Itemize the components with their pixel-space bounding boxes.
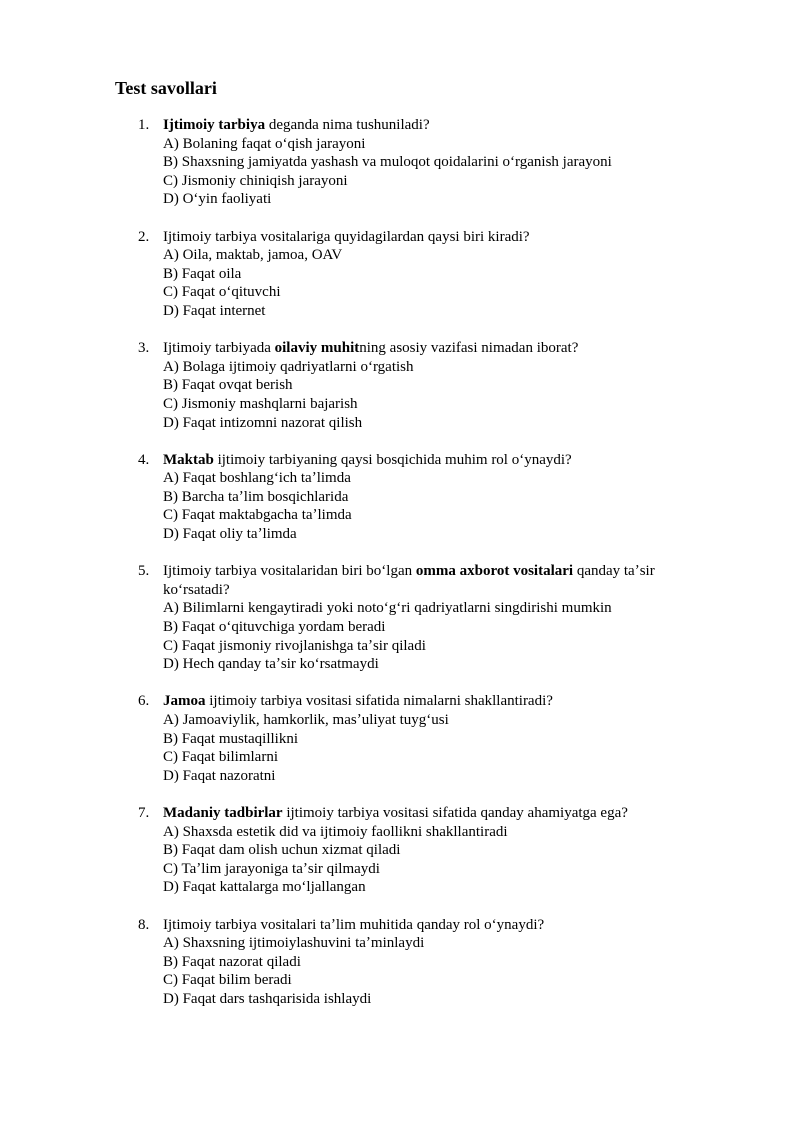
question-number: 3. xyxy=(138,340,150,357)
question-number: 2. xyxy=(138,228,150,245)
answer-option: D) Hech qanday taʼsir koʻrsatmaydi xyxy=(163,656,379,673)
answer-option: A) Oila, maktab, jamoa, OAV xyxy=(163,247,343,264)
answer-options xyxy=(163,934,700,1008)
question-item xyxy=(0,116,800,209)
answer-option: C) Faqat bilim beradi xyxy=(163,972,292,989)
answer-options xyxy=(163,358,700,432)
question-item xyxy=(0,451,800,544)
question-text-part: qanday taʼsir koʻrsatadi? xyxy=(163,563,655,598)
answer-option: D) Faqat kattalarga moʻljallangan xyxy=(163,879,366,896)
question-item xyxy=(0,804,800,897)
answer-option: B) Faqat oʻqituvchiga yordam beradi xyxy=(163,619,386,636)
question-keyword: Jamoa xyxy=(163,693,206,710)
question-keyword: oilaviy muhit xyxy=(274,340,360,357)
question-keyword: omma axborot vositalari xyxy=(415,563,574,580)
question-text-part: Ijtimoiy tarbiya vositalariga quyidagilardan qaysi biri kiradi? xyxy=(163,228,530,245)
question-list xyxy=(0,116,800,1027)
answer-option: A) Shaxsning ijtimoiylashuvini taʼminlaydi xyxy=(163,935,425,952)
question-text-part: deganda nima tushuniladi? xyxy=(265,117,430,133)
answer-option: D) Faqat intizomni nazorat qilish xyxy=(163,414,363,431)
answer-option: A) Bolaning faqat oʻqish jarayoni xyxy=(163,135,366,152)
question-keyword: Ijtimoiy tarbiya xyxy=(163,117,266,133)
question-number: 5. xyxy=(138,563,150,580)
question-number: 8. xyxy=(138,916,150,933)
answer-option: A) Faqat boshlangʻich taʼlimda xyxy=(163,470,351,487)
answer-option: B) Faqat oila xyxy=(163,265,242,282)
question-text-part: ijtimoiy tarbiya vositasi sifatida nimalarni shakllantiradi? xyxy=(205,693,553,710)
document-title: Test savollari xyxy=(115,78,217,98)
question-text-part: Ijtimoiy tarbiyada xyxy=(163,340,275,357)
answer-option: C) Jismoniy mashqlarni bajarish xyxy=(163,395,358,412)
answer-option: C) Jismoniy chiniqish jarayoni xyxy=(163,172,348,189)
question-number: 4. xyxy=(138,451,150,468)
answer-option: B) Shaxsning jamiyatda yashash va muloqot qoidalarini oʻrganish jarayoni xyxy=(163,154,612,171)
answer-option: C) Faqat oʻqituvchi xyxy=(163,284,281,301)
answer-option: D) Oʻyin faoliyati xyxy=(163,191,272,208)
answer-option: C) Taʼlim jarayoniga taʼsir qilmaydi xyxy=(163,860,380,877)
question-text xyxy=(163,562,700,599)
question-text xyxy=(163,339,700,358)
answer-option: A) Jamoaviylik, hamkorlik, masʼuliyat tuygʻusi xyxy=(163,712,449,728)
answer-option: B) Barcha taʼlim bosqichlarida xyxy=(163,488,349,505)
question-text xyxy=(163,916,700,935)
question-number: 1. xyxy=(138,117,150,133)
question-text-part: ijtimoiy tarbiyaning qaysi bosqichida muhim rol oʻynaydi? xyxy=(213,451,572,468)
question-text xyxy=(163,116,700,135)
answer-options xyxy=(163,469,700,543)
question-text-part: Ijtimoiy tarbiya vositalari taʼlim muhitida qanday rol oʻynaydi? xyxy=(163,916,545,933)
question-item xyxy=(0,562,800,674)
question-text-part: ijtimoiy tarbiya vositasi sifatida qanday ahamiyatga ega? xyxy=(282,804,628,821)
question-text xyxy=(163,228,700,247)
answer-option: A) Bolaga ijtimoiy qadriyatlarni oʻrgatish xyxy=(163,358,414,375)
answer-option: C) Faqat jismoniy rivojlanishga taʼsir qiladi xyxy=(163,637,426,654)
answer-option: D) Faqat nazoratni xyxy=(163,767,276,784)
answer-options xyxy=(163,246,700,320)
answer-options xyxy=(163,823,700,897)
answer-options xyxy=(163,599,700,673)
answer-option: B) Faqat mustaqillikni xyxy=(163,730,298,747)
answer-options xyxy=(163,711,700,785)
question-item xyxy=(0,692,800,785)
question-text xyxy=(163,804,700,823)
question-text xyxy=(163,692,700,711)
answer-option: B) Faqat nazorat qiladi xyxy=(163,953,301,970)
question-number: 6. xyxy=(138,693,150,710)
question-number: 7. xyxy=(138,804,150,821)
answer-options xyxy=(163,135,700,209)
question-text-part: Ijtimoiy tarbiya vositalaridan biri boʻlgan xyxy=(163,563,416,580)
answer-option: B) Faqat dam olish uchun xizmat qiladi xyxy=(163,842,401,859)
question-text-part: ning asosiy vazifasi nimadan iborat? xyxy=(359,340,579,357)
answer-option: A) Bilimlarni kengaytiradi yoki notoʻgʻri qadriyatlarni singdirishi mumkin xyxy=(163,600,612,617)
question-item xyxy=(0,339,800,432)
question-item xyxy=(0,916,800,1009)
question-text xyxy=(163,451,700,470)
answer-option: D) Faqat dars tashqarisida ishlaydi xyxy=(163,990,372,1007)
question-keyword: Madaniy tadbirlar xyxy=(163,804,283,821)
answer-option: D) Faqat oliy taʼlimda xyxy=(163,526,297,543)
answer-option: D) Faqat internet xyxy=(163,302,266,319)
question-item xyxy=(0,228,800,321)
answer-option: B) Faqat ovqat berish xyxy=(163,377,293,394)
answer-option: C) Faqat bilimlarni xyxy=(163,749,278,766)
question-keyword: Maktab xyxy=(163,451,214,468)
answer-option: A) Shaxsda estetik did va ijtimoiy faollikni shakllantiradi xyxy=(163,823,508,840)
answer-option: C) Faqat maktabgacha taʼlimda xyxy=(163,507,352,524)
